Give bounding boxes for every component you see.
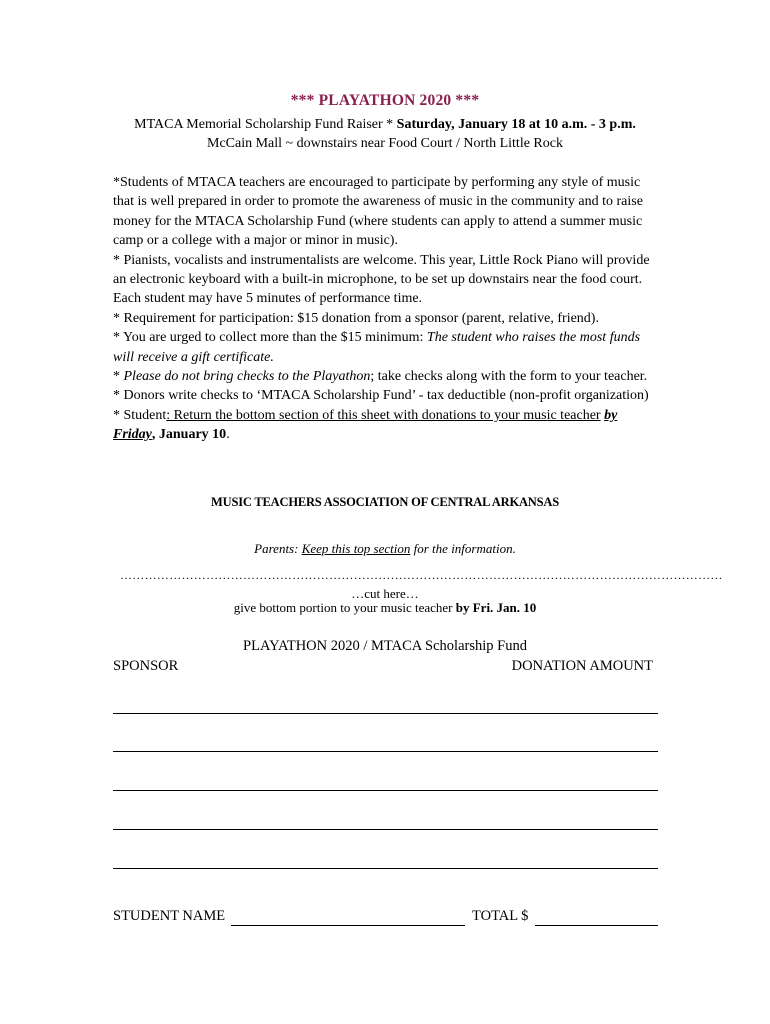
return-text: : Return the bottom section of this sheet with donations to your music teacher xyxy=(166,407,601,423)
page-title: *** PLAYATHON 2020 *** xyxy=(290,92,480,109)
sponsor-entry-line[interactable] xyxy=(113,790,658,791)
donation-column-label: DONATION AMOUNT xyxy=(511,658,653,674)
give-bottom-note xyxy=(0,600,770,616)
student-name-field[interactable] xyxy=(231,925,465,926)
parents-keep-text: Keep this top section xyxy=(301,541,411,556)
sponsor-entry-line[interactable] xyxy=(113,713,658,714)
student-name-label: STUDENT NAME xyxy=(113,908,226,924)
total-label: TOTAL $ xyxy=(472,908,529,924)
instruction-checks xyxy=(113,367,658,386)
cut-here-label: …cut here… xyxy=(351,586,419,601)
sponsor-entry-line[interactable] xyxy=(113,751,658,752)
association-name: MUSIC TEACHERS ASSOCIATION OF CENTRAL ARKANSAS xyxy=(211,495,559,509)
sponsor-column-label: SPONSOR xyxy=(113,658,179,674)
parents-note xyxy=(0,541,770,557)
form-title: PLAYATHON 2020 / MTACA Scholarship Fund xyxy=(243,638,527,654)
instruction-performers: * Pianists, vocalists and instrumentalists are welcome. This year, Little Rock Piano will provide an electronic keyboard with a built-in microphone, to be set up downstairs near the food court. Each student may have 5 minutes of performance time. xyxy=(113,252,650,307)
instructions-block xyxy=(113,173,658,445)
subtitle-line xyxy=(0,115,770,134)
subtitle-prefix: MTACA Memorial Scholarship Fund Raiser * xyxy=(134,117,397,132)
return-deadline-day: by Friday xyxy=(113,407,618,443)
instruction-students: *Students of MTACA teachers are encouraged to participate by performing any style of music that is well prepared in order to promote the awareness of music in the community and to raise money for the MTACA Scholarship Fund (where students can apply to attend a summer music camp or a college with a major or minor in music). xyxy=(113,175,643,249)
instruction-return xyxy=(113,406,658,445)
instruction-requirement: * Requirement for participation: $15 donation from a sponsor (parent, relative, friend). xyxy=(113,310,599,326)
give-prefix: give bottom portion to your music teacher xyxy=(233,600,456,615)
checks-bullet: * xyxy=(113,369,124,385)
return-period: . xyxy=(226,427,230,443)
instruction-donors: * Donors write checks to ‘MTACA Scholarship Fund’ - tax deductible (non-profit organization) xyxy=(113,388,649,404)
sponsor-entry-line[interactable] xyxy=(113,868,658,869)
event-date: Saturday, January 18 at 10 a.m. - 3 p.m. xyxy=(396,117,636,132)
sponsor-entry-line[interactable] xyxy=(113,829,658,830)
collect-text: * You are urged to collect more than the $15 minimum: xyxy=(113,330,427,346)
total-amount-field[interactable] xyxy=(535,925,658,926)
event-location: McCain Mall ~ downstairs near Food Court / North Little Rock xyxy=(207,136,563,151)
checks-text: ; take checks along with the form to your teacher. xyxy=(370,369,648,385)
parents-suffix: for the information. xyxy=(410,541,516,556)
return-deadline-date: , January 10 xyxy=(151,427,227,443)
give-deadline: by Fri. Jan. 10 xyxy=(455,600,537,615)
return-prefix: * Student xyxy=(113,407,167,423)
collect-prize-text: The student who raises the most funds will receive a gift certificate. xyxy=(113,330,641,365)
parents-prefix: Parents: xyxy=(254,541,302,556)
checks-warning: Please do not bring checks to the Playathon xyxy=(123,369,371,385)
instruction-collect xyxy=(113,328,658,367)
cut-line: ………………………………………………………………………………………………………………………………… xyxy=(120,568,723,582)
